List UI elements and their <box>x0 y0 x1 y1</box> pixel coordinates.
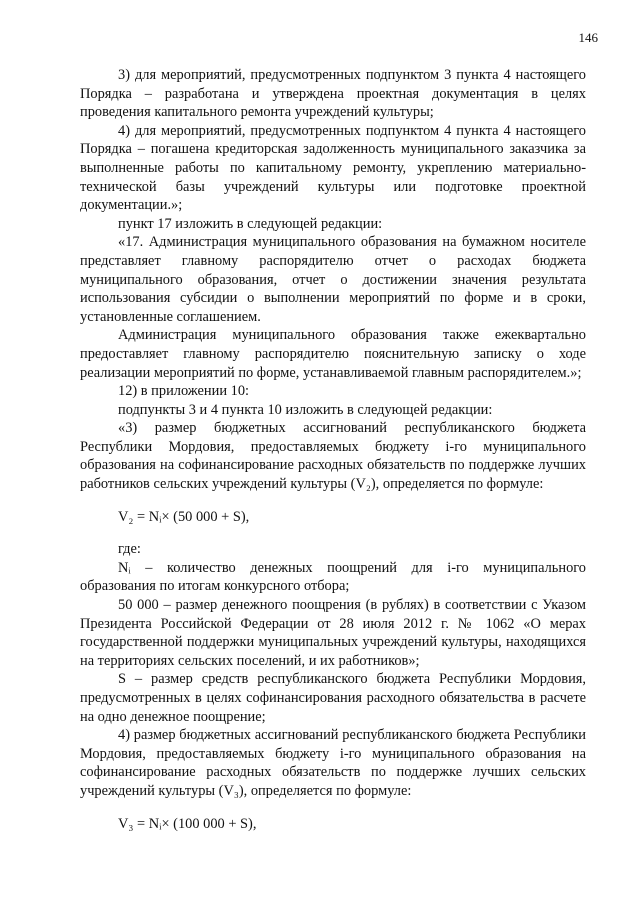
paragraph-point-17-intro: пункт 17 изложить в следующей редакции: <box>118 215 383 232</box>
paragraph-s-definition: S – размер средств республиканского бюджета Республики Мордовия, предусмотренных в целях софинансирования расходного обязательства в расчете на одно денежное поощрение; <box>80 671 586 725</box>
paragraph-appendix-10: 12) в приложении 10: <box>118 383 250 400</box>
paragraph-ni-definition: Nᵢ – количество денежных поощрений для i-го муниципального образования по итогам конкурсного отбора; <box>80 559 586 595</box>
paragraph-subpoint-3-condition: 3) для мероприятий, предусмотренных подпунктом 3 пункта 4 настоящего Порядка – разработана и утверждена проектная документация в целях проведения капитального ремонта учреждений культуры; <box>80 67 586 121</box>
paragraph-subpoint-3-formula-intro: «3) размер бюджетных ассигнований республиканского бюджета Республики Мордовия, предоставляемых бюджету i-го муниципального образования на софинансирование расходных обязательств по поддержке лучших работников сельских учреждений культуры (V₂), определяется по формуле: <box>80 420 586 493</box>
document-body <box>80 66 586 847</box>
page-number: 146 <box>578 30 598 45</box>
paragraph-subpoint-4-formula-intro: 4) размер бюджетных ассигнований республиканского бюджета Республики Мордовия, предоставляемых бюджету i-го муниципального образования на софинансирование расходных обязательств по поддержке лучших сельских учреждений культуры (V₃), определяется по формуле: <box>80 727 586 799</box>
paragraph-50000-definition: 50 000 – размер денежного поощрения (в рублях) в соответствии с Указом Президента Российской Федерации от 28 июля 2012 г. № 1062 «О мерах государственной поддержки муниципальных учреждений культуры, находящихся на территориях сельских поселений, и их работников»; <box>80 597 586 669</box>
paragraph-quarterly-note: Администрация муниципального образования также ежеквартально предоставляет главному распорядителю пояснительную записку о ходе реализации мероприятий по форме, устанавливаемой главным распорядителем.»; <box>80 327 586 381</box>
formula-v2: V₂ = Nᵢ× (50 000 + S), <box>118 508 250 525</box>
formula-v3: V₃ = Nᵢ× (100 000 + S), <box>118 815 257 832</box>
paragraph-point-17-text: «17. Администрация муниципального образования на бумажном носителе представляет главному распорядителю отчет о расходах бюджета муниципального образования, отчет о достижении значения результата использования субсидии о выполнении мероприятий по форме и в сроки, установленные соглашением. <box>80 234 586 325</box>
paragraph-subpoints-intro: подпункты 3 и 4 пункта 10 изложить в следующей редакции: <box>118 401 493 418</box>
paragraph-subpoint-4-condition: 4) для мероприятий, предусмотренных подпунктом 4 пункта 4 настоящего Порядка – погашена кредиторская задолженность муниципального заказчика за выполненные работы по капитальному ремонту, укреплению материально-технической базы учреждений культуры или подготовке проектной документации.»; <box>80 122 586 214</box>
paragraph-where: где: <box>118 541 141 558</box>
